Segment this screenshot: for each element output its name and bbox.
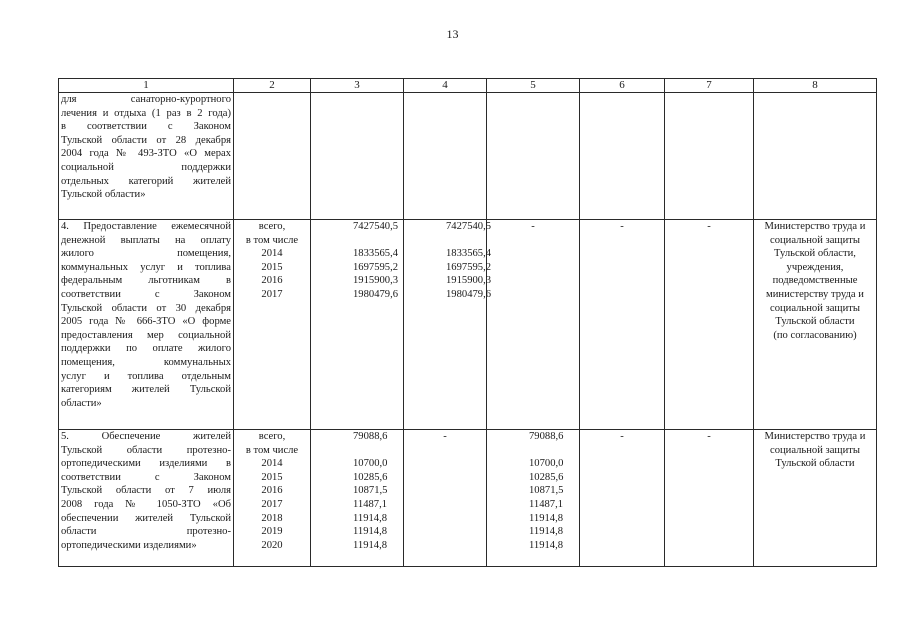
description-line: социальной поддержки bbox=[61, 161, 231, 173]
executor-line: Министерство труда и bbox=[764, 221, 866, 232]
year-label: в том числе bbox=[245, 444, 299, 456]
executor-line: Министерство труда и bbox=[764, 431, 866, 442]
executor-line: Тульской области bbox=[775, 316, 855, 328]
funding-cell-4 bbox=[404, 93, 487, 220]
funding-value: 1697595,2 bbox=[446, 261, 492, 273]
description-line: Тульской области» bbox=[61, 189, 146, 201]
year-label: 2019 bbox=[261, 526, 283, 538]
funding-cell-5 bbox=[487, 220, 580, 430]
table-row bbox=[59, 220, 877, 430]
description-line: 2008 года № 1050-ЗТО «Об bbox=[61, 498, 231, 510]
description-line: 2005 года № 666-ЗТО «О форме bbox=[61, 316, 231, 328]
funding-value: 11914,8 bbox=[353, 526, 388, 538]
years-cell bbox=[234, 93, 311, 220]
executor-line: подведомственные bbox=[772, 275, 858, 287]
funding-value: 11914,8 bbox=[529, 539, 564, 551]
header-cell-7: 7 bbox=[665, 79, 754, 93]
funding-value: 79088,6 bbox=[353, 431, 388, 442]
description-line: Тульской области от 28 декабря bbox=[61, 134, 231, 146]
year-label: 2016 bbox=[261, 275, 283, 287]
description-line: поддержки по оплате жилого bbox=[61, 343, 231, 355]
description-line: Тульской области от 7 июля bbox=[61, 485, 231, 497]
funding-value: 1980479,6 bbox=[353, 288, 399, 300]
description-line: коммунальных услуг и топлива bbox=[61, 261, 231, 273]
description-line: ортопедическими изделиями» bbox=[61, 539, 197, 551]
description-line: отдельных категорий жителей bbox=[61, 175, 231, 187]
description-line: 5. Обеспечение жителей bbox=[61, 431, 231, 442]
header-row bbox=[59, 79, 877, 93]
funding-value: 11487,1 bbox=[529, 498, 564, 510]
funding-value: 10285,6 bbox=[353, 471, 388, 483]
executor-line: (по согласованию) bbox=[773, 329, 857, 341]
funding-value: 1833565,4 bbox=[353, 248, 399, 260]
year-label: 2015 bbox=[261, 471, 283, 483]
funding-value: 10285,6 bbox=[529, 471, 564, 483]
funding-cell-6 bbox=[580, 430, 665, 567]
executor-cell bbox=[754, 220, 877, 430]
funding-cell-3 bbox=[311, 430, 404, 567]
description-line: области» bbox=[61, 397, 102, 409]
funding-cell-7 bbox=[665, 220, 754, 430]
description-line: предоставления мер социальной bbox=[61, 329, 231, 341]
measure-description bbox=[59, 430, 234, 567]
header-cell-6: 6 bbox=[580, 79, 665, 93]
description-line: услуг и топлива отдельным bbox=[61, 370, 231, 382]
years-cell bbox=[234, 430, 311, 567]
funding-value: 1915900,3 bbox=[353, 275, 399, 287]
description-line: 2004 года № 493-ЗТО «О мерах bbox=[61, 148, 231, 160]
measure-description bbox=[59, 93, 234, 220]
empty-dash: - bbox=[707, 221, 711, 232]
executor-line: социальной защиты bbox=[770, 302, 860, 314]
funding-cell-6 bbox=[580, 220, 665, 430]
executor-line: Тульской области, bbox=[774, 248, 856, 260]
program-table bbox=[58, 78, 877, 567]
funding-value: 11914,8 bbox=[353, 512, 388, 524]
year-label: 2017 bbox=[261, 498, 283, 510]
empty-dash: - bbox=[531, 221, 535, 232]
funding-cell-5 bbox=[487, 93, 580, 220]
description-line: области протезно- bbox=[61, 526, 231, 538]
funding-value: 10700,0 bbox=[529, 458, 564, 470]
funding-value: 1915900,3 bbox=[446, 275, 492, 287]
funding-value: 1697595,2 bbox=[353, 261, 399, 273]
executor-line: министерству труда и bbox=[766, 288, 864, 300]
empty-dash: - bbox=[620, 431, 624, 442]
header-cell-4: 4 bbox=[404, 79, 487, 93]
funding-cell-3 bbox=[311, 220, 404, 430]
description-line: жилого помещения, bbox=[61, 248, 231, 260]
funding-value: 11914,8 bbox=[529, 512, 564, 524]
description-line: Тульской области протезно- bbox=[61, 444, 231, 456]
year-label: 2015 bbox=[261, 261, 283, 273]
executor-line: социальной защиты bbox=[770, 444, 860, 456]
funding-value: 11914,8 bbox=[353, 539, 388, 551]
description-line: обеспечении жителей Тульской bbox=[61, 512, 231, 524]
funding-cell-4 bbox=[404, 220, 492, 430]
year-label: в том числе bbox=[245, 234, 299, 246]
description-line: лечения и отдыха (1 раз в 2 года) bbox=[61, 107, 231, 119]
header-cell-5: 5 bbox=[487, 79, 580, 93]
funding-value: 1833565,4 bbox=[446, 248, 492, 260]
funding-cell-3 bbox=[311, 93, 404, 220]
executor-line: социальной защиты bbox=[770, 234, 860, 246]
measure-description bbox=[59, 220, 234, 430]
year-label: всего, bbox=[258, 221, 286, 232]
executor-line: Тульской области bbox=[775, 458, 855, 470]
year-label: 2016 bbox=[261, 485, 283, 497]
funding-value: 11914,8 bbox=[529, 526, 564, 538]
description-line: Тульской области от 30 декабря bbox=[61, 302, 231, 314]
header-cell-1: 1 bbox=[59, 79, 234, 93]
funding-value: 1980479,6 bbox=[446, 288, 492, 300]
years-cell bbox=[234, 220, 311, 430]
table-row bbox=[59, 430, 877, 567]
year-label: 2017 bbox=[261, 288, 283, 300]
year-label: 2020 bbox=[261, 539, 283, 551]
header-cell-8: 8 bbox=[754, 79, 877, 93]
funding-value: 10871,5 bbox=[353, 485, 388, 497]
description-line: соответствии с Законом bbox=[61, 288, 231, 300]
year-label: 2014 bbox=[261, 248, 283, 260]
description-line: ортопедическими изделиями в bbox=[61, 458, 231, 470]
header-cell-3: 3 bbox=[311, 79, 404, 93]
funding-cell-5 bbox=[487, 430, 580, 567]
description-line: помещения, коммунальных bbox=[61, 356, 231, 368]
description-line: федеральным льготникам в bbox=[61, 275, 231, 287]
empty-dash: - bbox=[707, 431, 711, 442]
page-number: 13 bbox=[446, 27, 459, 41]
description-line: для санаторно-курортного bbox=[61, 94, 231, 105]
funding-cell-7 bbox=[665, 93, 754, 220]
description-line: 4. Предоставление ежемесячной bbox=[61, 221, 231, 232]
funding-cell-7 bbox=[665, 430, 754, 567]
funding-cell-4 bbox=[404, 430, 487, 567]
executor-cell bbox=[754, 430, 877, 567]
empty-dash: - bbox=[620, 221, 624, 232]
executor-cell bbox=[754, 93, 877, 220]
year-label: 2014 bbox=[261, 458, 283, 470]
description-line: в соответствии с Законом bbox=[61, 121, 231, 133]
year-label: 2018 bbox=[261, 512, 283, 524]
description-line: денежной выплаты на оплату bbox=[61, 234, 231, 246]
executor-line: учреждения, bbox=[786, 261, 844, 273]
funding-value: 10871,5 bbox=[529, 485, 564, 497]
funding-value: 11487,1 bbox=[353, 498, 388, 510]
table-row bbox=[59, 93, 877, 220]
empty-dash: - bbox=[443, 431, 447, 442]
description-line: категориям жителей Тульской bbox=[61, 384, 231, 396]
description-line: соответствии с Законом bbox=[61, 471, 231, 483]
funding-value: 7427540,5 bbox=[353, 221, 399, 232]
year-label: всего, bbox=[258, 431, 286, 442]
funding-cell-6 bbox=[580, 93, 665, 220]
funding-value: 10700,0 bbox=[353, 458, 388, 470]
funding-value: 79088,6 bbox=[529, 431, 564, 442]
funding-value: 7427540,5 bbox=[446, 221, 492, 232]
header-cell-2: 2 bbox=[234, 79, 311, 93]
